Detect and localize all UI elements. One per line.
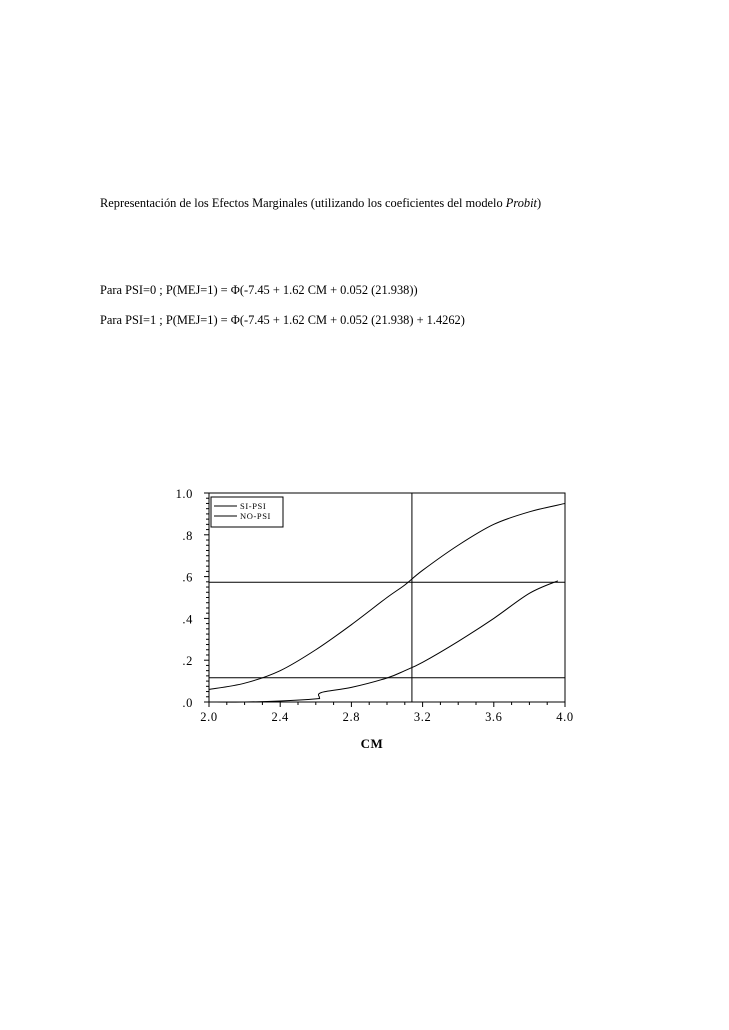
legend-layer xyxy=(211,497,283,527)
legend-label: NO-PSI xyxy=(240,511,271,521)
y-tick-label: .4 xyxy=(182,612,193,627)
x-axis-label: CM xyxy=(360,736,384,751)
equation-psi0: Para PSI=0 ; P(MEJ=1) = Φ(-7.45 + 1.62 CM + 0.052 (21.938)) xyxy=(100,283,418,297)
chart-heading-text: Representación de los Efectos Marginales (utilizando los coeficientes del modelo xyxy=(100,196,506,210)
chart-heading-close: ) xyxy=(537,196,542,210)
x-tick-label: 3.2 xyxy=(413,710,432,724)
x-tick-label: 2.0 xyxy=(200,710,218,724)
x-tick-label: 3.6 xyxy=(485,710,503,724)
y-tick-label: 1.0 xyxy=(175,487,193,501)
equation-psi1: Para PSI=1 ; P(MEJ=1) = Φ(-7.45 + 1.62 CM + 0.052 (21.938) + 1.4262) xyxy=(100,313,465,327)
legend-label: SI-PSI xyxy=(240,501,267,511)
series-layer xyxy=(209,503,565,702)
chart-heading-model: Probit xyxy=(505,196,537,210)
y-tick-label: .8 xyxy=(182,528,193,543)
x-tick-label: 2.8 xyxy=(342,710,361,724)
series-line-si-psi xyxy=(209,503,565,689)
x-tick-label: 4.0 xyxy=(556,710,574,724)
y-tick-label: .2 xyxy=(182,654,193,669)
x-tick-label: 2.4 xyxy=(271,710,289,724)
series-line-no-psi xyxy=(209,581,558,702)
y-tick-label: .0 xyxy=(182,696,193,710)
y-tick-label: .6 xyxy=(182,570,193,585)
